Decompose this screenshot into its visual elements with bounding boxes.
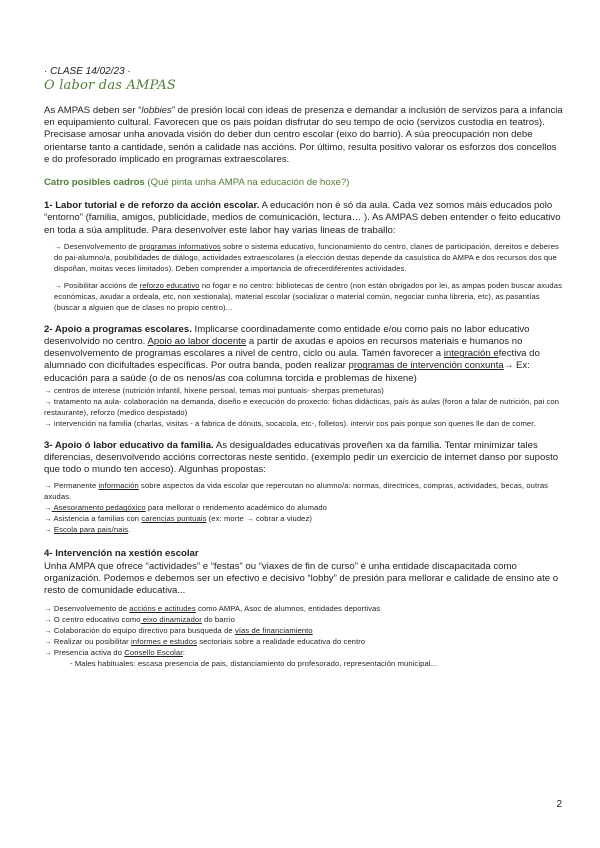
section-4-bullet-5 [44,647,564,658]
bullet-text: → [44,503,52,513]
document-page [44,66,564,669]
section-3-bullet-2 [44,502,564,513]
bullet-text: para mellorar o rendemento académico do alumado [145,503,327,513]
bullet-underlined: vías de financiamiento [234,626,313,636]
bullet-underlined: accións e actitudes [129,604,196,614]
bullet-text: (ex: morte → cobrar a viudez) [206,514,313,524]
section-2-text: a partir de axudas e apoios en recursos materiais e humanos no desenvolvemento de programas escolares a nivel de centro, ciclo ou aula. Tamén favorecer a [44,336,523,360]
section-1-bullet-1 [44,241,564,274]
section-2-text: fectiva do alumnado con dicifultades específicas. Por outra banda, poden realizar p [44,348,540,372]
bullet-text: do barrio [201,615,235,625]
section-2-paragraph [44,324,564,385]
section-4-heading: 4- Intervención na xestión escolar [44,548,199,560]
bullet-text: sobre o sistema educativo, funcionamiento do centro, clanes de participación, dereitos e deberes do pai-alumno/a, posibilidades de diálogo, actividades extraescolares (a elección destas depende da casuística do AMPA e dos recursos dos que dispoñan, moitas veces limitados). Deben comprender a importancia de ofrecerdiferentes actividades. [54,241,559,273]
section-3-bullet-1 [44,480,564,502]
page-title: O labor das AMPAS [44,78,177,93]
bullet-text: → Desenvolvemento de [54,241,140,251]
bullet-text: sobre aspectos da vida escolar que repercutan no alumno/a: normas, directrices, compras, actividades, becas, outras axudas. [44,481,549,502]
bullet-text: sectoriais sobre a realidade educativa do centro [196,637,366,647]
section-1-paragraph [44,200,564,237]
bullet-underlined: Consello Escolar [124,648,183,658]
section-4-heading-line [44,548,564,560]
intro-text-a: As AMPAS deben ser “ [44,105,142,116]
section-3-bullet-4 [44,524,564,535]
bullet-underlined: carencias puntuais [141,514,207,524]
subtitle [44,177,564,189]
section-3-heading: 3- Apoio ó labor educativo da familia. [44,439,214,451]
bullet-underlined: informes e estudos [131,637,197,647]
bullet-text: → Colaboración do equipo directivo para busqueda de [44,626,235,636]
section-2-underlined: Apoio ao labor docente [147,336,247,348]
section-2-underlined: rogramas de intervención conxunta [353,360,504,372]
section-3-text: As desigualdades educativas proveñen xa da familia. Tentar minimizar tales diferencias, desenvolvendo accións correctoras neste sentido. (exemplo pedir un exercicio de internet danso por suposto que todo o mundo ten acceso). Algunhas propostas: [44,439,559,476]
bullet-underlined: programas informativos [139,241,221,251]
section-1-heading: 1- Labor tutorial e de reforzo da acción escolar. [44,200,260,212]
bullet-underlined: reforzo educativo [139,280,200,290]
intro-paragraph [44,105,564,166]
bullet-text: → [44,525,54,535]
bullet-text: no fogar e no centro: bibliotecas de centro (non están obrigados por lei, as ampas poden buscar axudas económicas, axudar a ordeala, etc, non xestionala), material escolar (socializar o material común, negociar cunha libreria, etc), as pasantías (buscar a alguien que de clases no propio centro)... [54,280,562,312]
bullet-text: → O centro educativo como [44,615,141,625]
section-4-bullet-2 [44,614,564,625]
bullet-text: → Realizar ou posibilitar [44,637,132,647]
intro-text-c: ” de presión local con ideas de presenza e demandar a inclusión de servizos para a infancia en equipamiento cultural. Favorecen que os pais poidan disfrutar do seu tempo de ocio (servizos custodia en teatros). Precisase amosar unha anovada visión do deber dun centro escolar (eixo do barrio). A súa preocupación non debe orientarse tanto a cantidade, senón a calidade nas accións. Por último, resulta positivo valorar os esforzos dos concellos e do profesorado implicado en programas extraescolares. [44,105,563,165]
section-4-bullet-4 [44,636,564,647]
section-2-text: Implicarse coordinadamente como entidade e/ou como pais no labor educativo desenvolvido no centro. [44,323,530,348]
section-2-bullet-1: → centros de interese (nutrición infantil, hixene persoal, temas moi puntuais- sherpas premeturas) [44,385,384,395]
section-3-bullet-3 [44,513,564,524]
bullet-underlined: información [98,481,139,491]
intro-lobbies: lobbies [141,105,172,116]
section-4-subbullet: - Males habituales: escasa presencia de pais, distanciamiento do profesorado, representación municipal... [70,659,438,669]
bullet-text: → Asistencia a familias con [44,514,142,524]
bullet-underlined: eixo dinamizador [140,615,202,625]
bullet-underlined: Asesoramento pedagóxico [51,503,146,513]
bullet-text: → Presencia activa do [44,648,125,658]
section-1-bullet-2 [44,280,564,313]
bullet-text: como AMPA, Asoc de alumnos, entidades deportivas [195,604,381,614]
subtitle-bold: Catro posibles cadros [44,177,145,189]
section-2-underlined: integración e [443,348,499,360]
section-4-text: Unha AMPA que ofrece “actividades” e “festas” ou “viaxes de fin de curso” é unha entidade discapacitada como organización. Podemos e debemos ser un efectivo e decisivo “lobby” de presión para mellorar e calidade de ensino ate o resto de comunidade educativa... [44,560,559,597]
bullet-text: → Posibilitar accións de [54,280,140,290]
section-2-bullet-2: → tratamento na aula- colaboración na demanda, diseño e execución do proxecto: fichas didácticas, país ás aulas (foron a falar de nutrición, pai con restaurante), reforzo (medico despistado) [44,396,560,417]
section-3-paragraph [44,440,564,477]
section-2-bullet-3: → intervención na familia (charlas, visitas - a fabrica de dónuts, socacola, etc-, folletos). intervir cos pais porque son quenes lle dan de comer. [44,418,536,428]
bullet-text: : [182,648,186,658]
bullet-text: → Desenvolvemento de [44,604,130,614]
page-number: 2 [556,799,562,810]
section-4-bullet-1 [44,603,564,614]
subtitle-rest: (Qué pinta unha AMPA na educación de hoxe?) [144,177,350,189]
bullet-underlined: Escola para pais/nais [53,525,129,535]
section-2-heading: 2- Apoio a programas escolares. [44,323,192,335]
section-1-text: A educación non é só da aula. Cada vez somos máis educados polo “entorno” (familia, amigos, publicidade, medios de comunicación, lectura… ). As AMPAS deben entender o feito educativo en toda a súa amplitude. Para desenvolver este labor hay varias lineas de traballo: [44,200,561,236]
section-4-bullet-3 [44,625,564,636]
bullet-text: → Permanente [44,481,99,491]
section-2-text: → Ex: educación para a saúde (o de os nenos/as coa columna torcida e problemas de hixene) [44,360,530,384]
class-date: · CLASE 14/02/23 · [44,66,131,77]
bullet-text: . [128,525,131,535]
